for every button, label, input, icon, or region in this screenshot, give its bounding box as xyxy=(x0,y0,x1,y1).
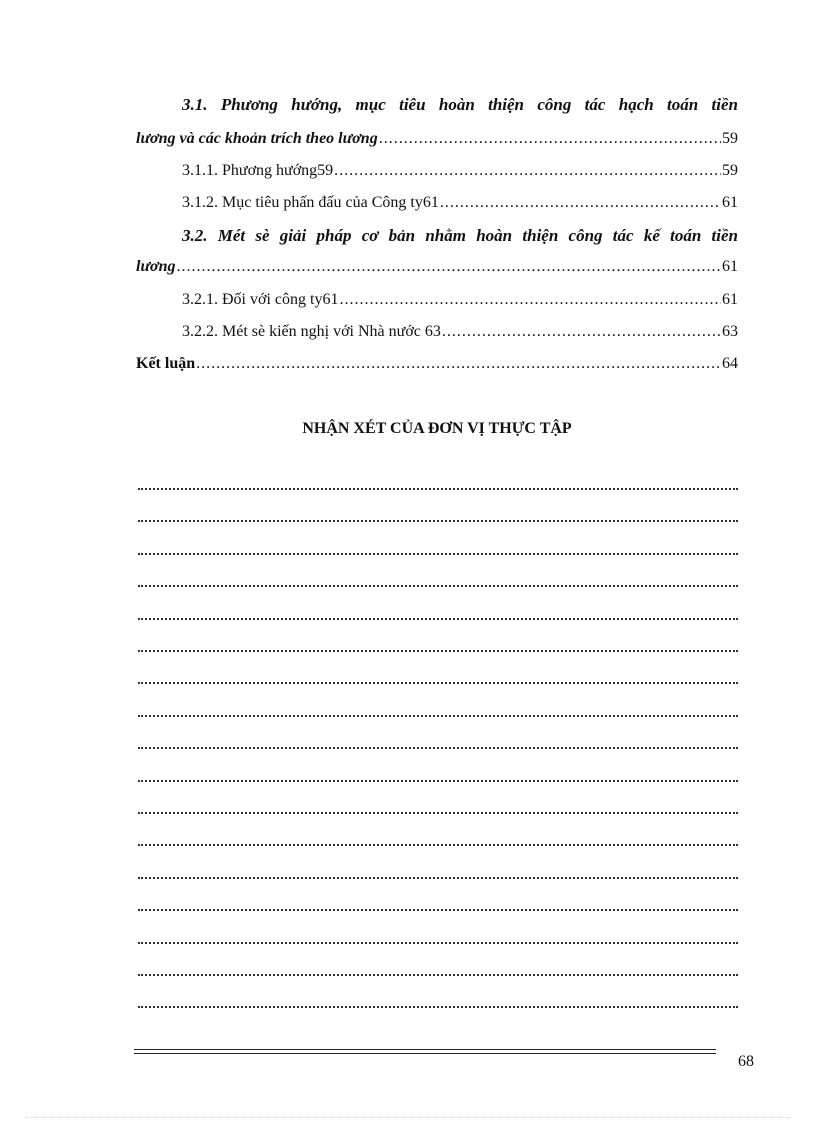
comment-line xyxy=(138,571,738,587)
footer-rule xyxy=(134,1049,716,1054)
comment-line xyxy=(138,928,738,944)
toc-entry-label: Kết luận xyxy=(136,355,196,372)
comment-line xyxy=(138,830,738,846)
toc-leader xyxy=(442,321,721,343)
toc-3-1-line1: 3.1. Phương hướng, mục tiêu hoàn thiện công tác hạch toán tiền xyxy=(182,95,738,114)
toc-entry-3-1[interactable] xyxy=(136,128,738,150)
comment-line xyxy=(138,474,738,490)
toc-entry-3-1-2[interactable] xyxy=(182,192,738,214)
section-title: NHẬN XÉT CỦA ĐƠN VỊ THỰC TẬP xyxy=(302,420,572,437)
toc-leader xyxy=(334,160,721,182)
toc-entry-3-2[interactable] xyxy=(136,256,738,278)
toc-page-number: 64 xyxy=(722,355,738,372)
comment-line xyxy=(138,636,738,652)
comment-line xyxy=(138,798,738,814)
toc-entry-label: 3.1.1. Phương hướng59 xyxy=(182,162,334,179)
comment-line xyxy=(138,733,738,749)
toc-page-number: 63 xyxy=(722,323,738,340)
toc-3-2-line2: lương xyxy=(136,258,176,275)
toc-leader xyxy=(379,128,721,150)
toc-entry-3-2-1[interactable] xyxy=(182,289,738,311)
toc-entry-label: 3.2.2. Mét sè kiến nghị với Nhà nước 63 xyxy=(182,323,441,340)
toc-leader xyxy=(339,289,721,311)
comment-line xyxy=(138,506,738,522)
toc-leader xyxy=(177,256,721,278)
comment-line xyxy=(138,895,738,911)
toc-entry-ket-luan[interactable] xyxy=(136,353,738,375)
toc-page-number: 61 xyxy=(722,291,738,308)
comment-line xyxy=(138,701,738,717)
toc-3-2-line1: 3.2. Mét sè giải pháp cơ bản nhằm hoàn thiện công tác kế toán tiền xyxy=(182,226,738,245)
comment-line xyxy=(138,863,738,879)
toc-entry-label: 3.2.1. Đối với công ty61 xyxy=(182,291,339,308)
comment-line xyxy=(138,604,738,620)
toc-page-number: 59 xyxy=(722,130,738,147)
toc-leader xyxy=(440,192,721,214)
toc-3-1-line2: lương và các khoản trích theo lương xyxy=(136,130,378,147)
toc-entry-label: 3.1.2. Mục tiêu phấn đấu của Công ty61 xyxy=(182,194,439,211)
comment-line xyxy=(138,766,738,782)
toc-page-number: 61 xyxy=(722,258,738,275)
toc-entry-3-2-2[interactable] xyxy=(182,321,738,343)
comment-line xyxy=(138,992,738,1008)
toc-page-number: 59 xyxy=(722,162,738,179)
comment-line xyxy=(138,668,738,684)
toc-entry-3-1-1[interactable] xyxy=(182,160,738,182)
comment-line xyxy=(138,539,738,555)
comment-line xyxy=(138,960,738,976)
page-number: 68 xyxy=(738,1053,754,1070)
toc-page-number: 61 xyxy=(722,194,738,211)
toc-leader xyxy=(196,353,721,375)
page-edge-dots xyxy=(26,1116,790,1118)
